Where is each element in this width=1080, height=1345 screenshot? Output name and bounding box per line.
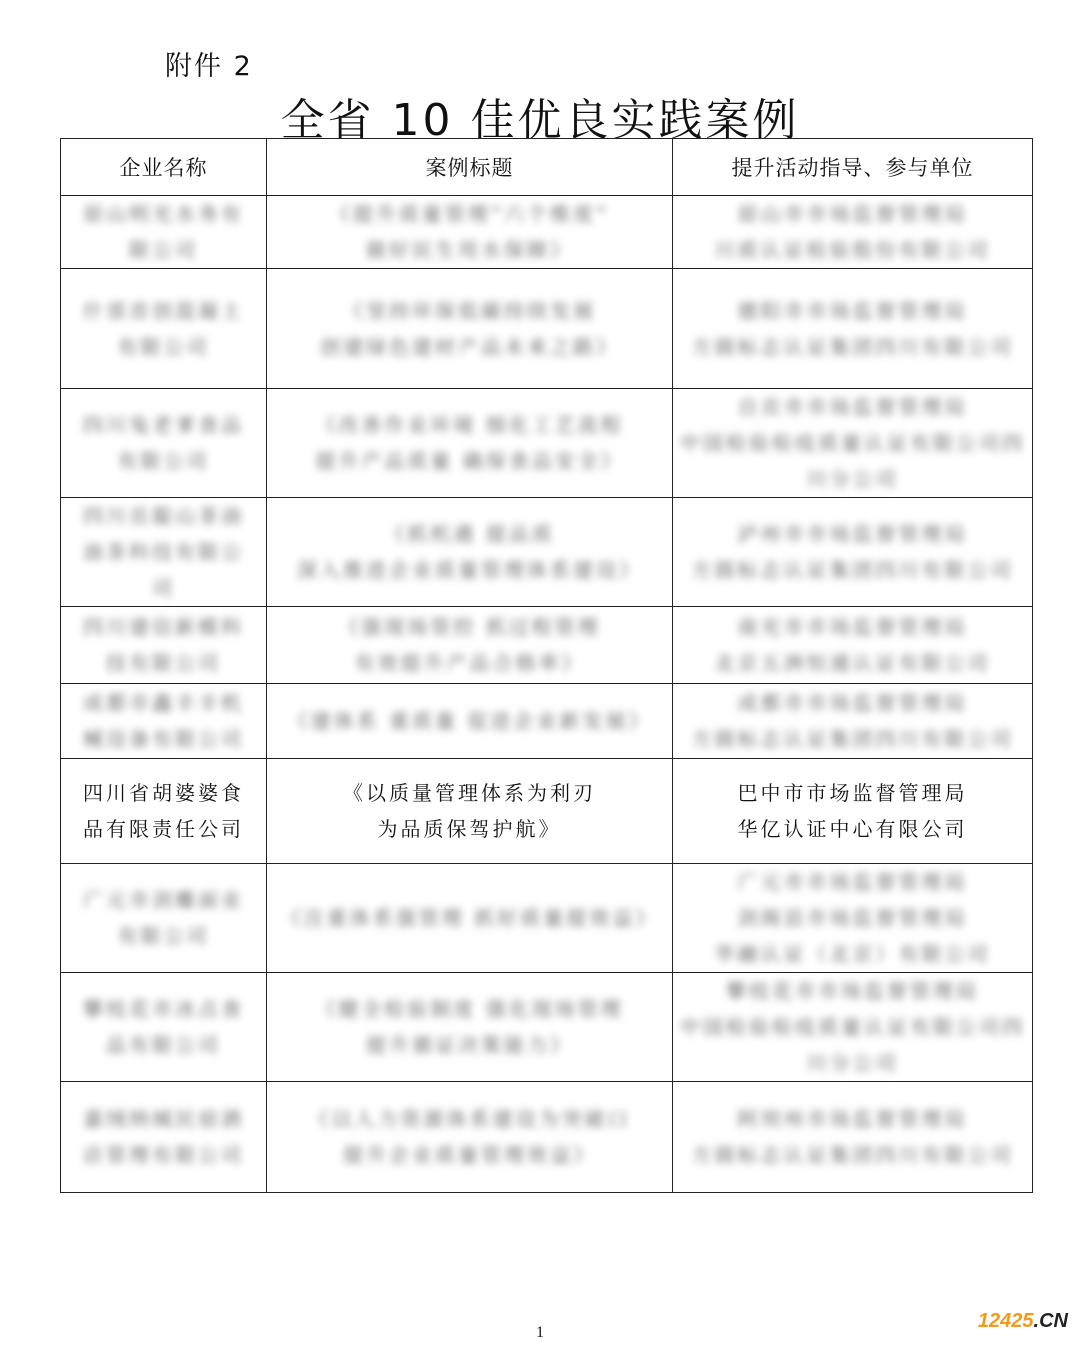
case-title-cell (267, 759, 673, 864)
case-title-cell-line: 《提升质量管理“六个维度” (329, 202, 610, 226)
company-cell-line: 四川省胡婆婆食 (83, 781, 244, 805)
table-row (61, 498, 1033, 607)
guiding-unit-cell (673, 864, 1033, 973)
guiding-unit-cell (673, 759, 1033, 864)
guiding-unit-cell-line: 德阳市市场监督管理局 (737, 298, 968, 323)
guiding-unit-cell (673, 498, 1033, 607)
guiding-unit-cell-line: 广元市市场监督管理局 (737, 870, 968, 894)
company-cell-line: 有限公司 (117, 924, 210, 948)
guiding-unit-cell-line: 巴中市市场监督管理局 (737, 781, 968, 805)
table-row (61, 196, 1033, 269)
case-title-cell-line: 《建体系 重质量 促进企业新发展》 (287, 709, 652, 733)
case-title-cell-line: 《以质量管理体系为利刃 (343, 781, 596, 805)
company-cell-line: 品有限责任公司 (83, 817, 244, 841)
company-cell-line: 四川兔老爹食品 (83, 413, 244, 437)
attachment-label: 附件 2 (165, 51, 253, 82)
table-row (61, 684, 1033, 759)
table-row (61, 1082, 1033, 1193)
guiding-unit-cell-line: 川分公司 (806, 467, 899, 491)
case-title-cell-line: 《改善作业环境 细化工艺流程 (315, 413, 624, 437)
case-title-cell-line: 创建绿色建材产品未来之路》 (320, 334, 619, 359)
guiding-unit-cell-line: 华融认证（北京）有限公司 (714, 942, 991, 966)
guiding-unit-cell-line: 川质认证检验股份有限公司 (714, 238, 991, 262)
guiding-unit-cell-line: 剑阁县市场监督管理局 (737, 906, 968, 930)
guiding-unit-cell (673, 1082, 1033, 1193)
guiding-unit-cell-line: 南充市市场监督管理局 (737, 615, 968, 639)
company-cell-line: 嘉绒纳城民宿酒 (83, 1107, 244, 1131)
case-title-cell (267, 1082, 673, 1193)
column-header-case-title: 案例标题 (267, 139, 673, 196)
guiding-unit-cell-line: 方圆标志认证集团四川有限公司 (691, 727, 1014, 751)
company-cell-line: 有限公司 (117, 334, 210, 359)
column-header-guiding-unit: 提升活动指导、参与单位 (673, 139, 1033, 196)
table-header-row (61, 139, 1033, 196)
company-cell-line: 械设备有限公司 (83, 727, 244, 751)
company-cell-line: 眉山明光水务有 (83, 202, 244, 226)
company-cell-line: 成都市鑫丰丰机 (83, 691, 244, 715)
company-cell (61, 607, 267, 684)
page-title: 全省 10 佳优良实践案例 (280, 95, 800, 146)
company-cell (61, 389, 267, 498)
case-title-cell-line: 《抓机遇 提品质 (384, 522, 555, 546)
company-cell-line: 品有限公司 (106, 1033, 221, 1057)
case-title-cell (267, 607, 673, 684)
guiding-unit-cell-line: 方圆标志认证集团四川有限公司 (691, 334, 1014, 359)
guiding-unit-cell-line: 阿坝州市场监督管理局 (737, 1107, 968, 1131)
site-watermark-logo: 12425.CN (977, 1310, 1068, 1332)
company-cell-line: 司 (152, 576, 175, 600)
guiding-unit-cell (673, 607, 1033, 684)
guiding-unit-cell-line: 泸州市市场监督管理局 (737, 522, 968, 546)
company-cell-line: 油茶科技有限公 (83, 540, 244, 564)
company-cell-line: 限公司 (129, 238, 198, 262)
table-row (61, 864, 1033, 973)
company-cell-line: 技有限公司 (106, 651, 221, 675)
guiding-unit-cell-line: 攀枝花市市场监督管理局 (726, 979, 979, 1003)
case-title-cell-line: 提升产品质量 确保食品安全》 (315, 449, 624, 473)
case-title-cell-line: 《坚持环保低碳持续发展 (343, 298, 596, 323)
guiding-unit-cell-line: 中国检验检疫质量认证有限公司四 (680, 1015, 1025, 1039)
case-title-cell (267, 973, 673, 1082)
company-cell (61, 498, 267, 607)
guiding-unit-cell (673, 196, 1033, 269)
table-row (61, 759, 1033, 864)
company-cell-line: 四川建信新模科 (83, 615, 244, 639)
guiding-unit-cell-line: 自贡市市场监督管理局 (737, 395, 968, 419)
table-row (61, 389, 1033, 498)
case-title-cell-line: 《注重体系强管理 抓好质量提效益》 (280, 906, 659, 930)
case-title-cell-line: 做好民生用水保障》 (366, 238, 573, 262)
cases-table (60, 138, 1033, 1193)
guiding-unit-cell-line: 华亿认证中心有限公司 (737, 817, 968, 841)
guiding-unit-cell-line: 方圆标志认证集团四川有限公司 (691, 1143, 1014, 1167)
case-title-cell-line: 《健全检验制度 强化现场管理 (315, 997, 624, 1021)
guiding-unit-cell (673, 389, 1033, 498)
case-title-cell-line: 为品质保驾护航》 (377, 817, 562, 841)
case-title-cell (267, 196, 673, 269)
case-title-cell-line: 《强现场管控 抓过程管理 (338, 615, 601, 639)
company-cell (61, 864, 267, 973)
company-cell (61, 684, 267, 759)
guiding-unit-cell-line: 方圆标志认证集团四川有限公司 (691, 558, 1014, 582)
company-cell-line: 店管理有限公司 (83, 1143, 244, 1167)
guiding-unit-cell (673, 269, 1033, 389)
company-cell (61, 759, 267, 864)
guiding-unit-cell (673, 684, 1033, 759)
company-cell-line: 四川岳靛山茶油 (83, 504, 244, 528)
case-title-cell (267, 498, 673, 607)
company-cell-line: 什邡首创混凝土 (83, 298, 244, 323)
column-header-company: 企业名称 (61, 139, 267, 196)
company-cell (61, 196, 267, 269)
guiding-unit-cell-line: 中国检验检疫质量认证有限公司四 (680, 431, 1025, 455)
table-row (61, 607, 1033, 684)
company-cell (61, 973, 267, 1082)
table-row (61, 269, 1033, 389)
guiding-unit-cell-line: 川分公司 (806, 1051, 899, 1075)
case-title-cell (267, 269, 673, 389)
case-title-cell (267, 389, 673, 498)
case-title-cell-line: 有效提升产品合格率》 (354, 651, 585, 675)
case-title-cell-line: 深入推进企业质量管理体系建设》 (297, 558, 642, 582)
guiding-unit-cell-line: 成都市市场监督管理局 (737, 691, 968, 715)
case-title-cell-line: 提升循证决策能力》 (366, 1033, 573, 1057)
company-cell-line: 有限公司 (117, 449, 210, 473)
guiding-unit-cell-line: 北京五洲恒通认证有限公司 (714, 651, 991, 675)
company-cell-line: 攀枝花市冰点食 (83, 997, 244, 1021)
guiding-unit-cell (673, 973, 1033, 1082)
case-title-cell-line: 《以人力资源体系建设为突破口 (308, 1107, 631, 1131)
case-title-cell-line: 提升企业质量管理效益》 (343, 1143, 596, 1167)
page-number: 1 (536, 1324, 544, 1341)
company-cell (61, 1082, 267, 1193)
case-title-cell (267, 684, 673, 759)
company-cell (61, 269, 267, 389)
case-title-cell (267, 864, 673, 973)
table-row (61, 973, 1033, 1082)
guiding-unit-cell-line: 眉山市市场监督管理局 (737, 202, 968, 226)
company-cell-line: 广元市剑雕面业 (83, 888, 244, 912)
